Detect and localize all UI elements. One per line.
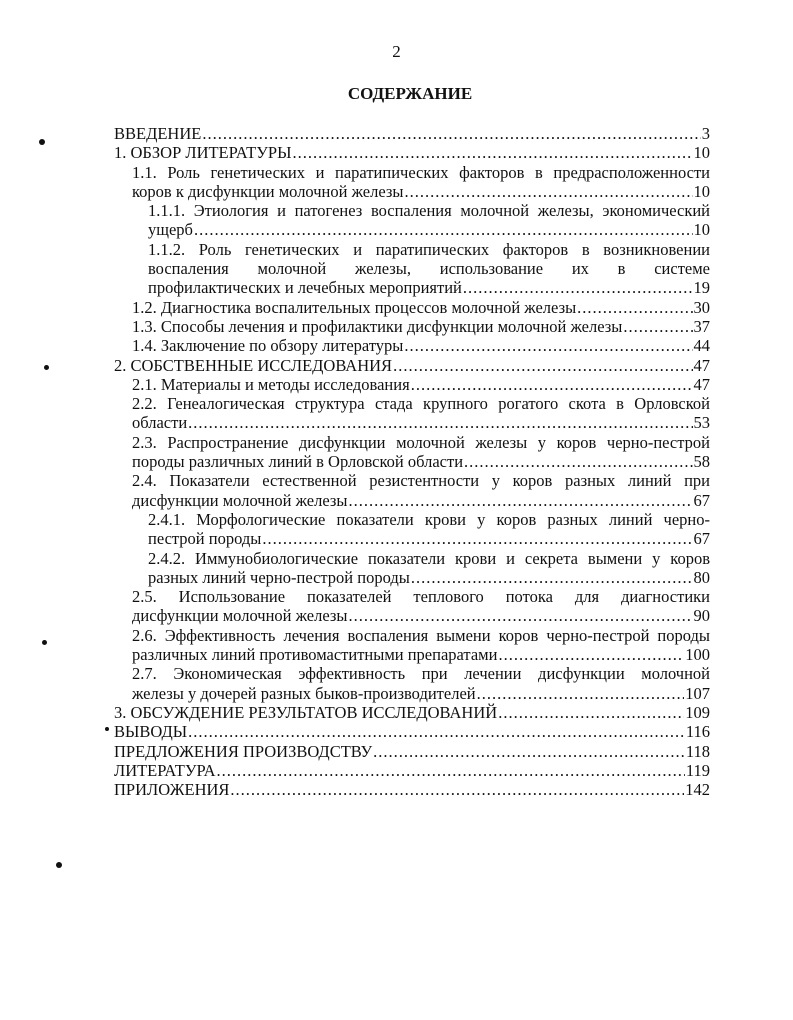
toc-entry [114,240,710,298]
toc-page-number: 116 [685,722,710,742]
toc-entry-text: 2.1. Материалы и методы исследования [132,374,410,394]
dot-leader [217,761,685,780]
dot-leader [477,684,685,703]
dot-leader [373,742,685,761]
toc-page-number: 37 [693,316,710,336]
toc-entry [114,375,710,394]
toc-entry [114,761,710,780]
toc-page-number: 3 [701,124,710,143]
toc-entry-text: 1.1.2. Роль генетических и паратипических факторов в возникновении [148,239,710,259]
toc-entry-text: 2.4.1. Морфологические показатели крови у коров разных линий черно- [148,509,710,529]
toc-entry [114,433,710,472]
toc-title: СОДЕРЖАНИЕ [347,84,473,103]
toc-entry-text: коров к дисфункции молочной железы [132,181,404,201]
toc-entry-text: 1.1. Роль генетических и паратипических факторов в предрасположенности [132,162,710,182]
toc-entry [114,298,710,317]
toc-page-number: 118 [685,741,710,761]
toc-entry [114,510,710,549]
toc-entry [114,356,710,375]
dot-leader [188,413,692,432]
toc-entry-text: 2. СОБСТВЕННЫЕ ИССЛЕДОВАНИЯ [114,355,393,375]
toc-entry-text: дисфункции молочной железы [132,606,348,626]
scan-speck [56,862,62,868]
toc-entry-text: ПРИЛОЖЕНИЯ [114,780,230,800]
scan-speck [42,640,47,645]
toc-entry [114,124,710,143]
dot-leader [411,568,693,587]
toc-page-number: 47 [693,355,710,375]
toc-entry [114,201,710,240]
toc-entry-text: ущерб [148,220,193,240]
toc-page-number: 100 [685,645,710,665]
toc-entry [114,336,710,355]
toc-entry-text: 1.3. Способы лечения и профилактики дисфункции молочной железы [132,316,623,336]
toc-page-number: 53 [693,413,710,433]
dot-leader [463,278,693,297]
toc-page-number: 90 [693,606,710,626]
toc-entry-text: 2.2. Генеалогическая структура стада крупного рогатого скота в Орловской [132,394,710,414]
toc-entry-text: ПРЕДЛОЖЕНИЯ ПРОИЗВОДСТВУ [114,741,373,761]
page-number: 2 [392,42,401,61]
toc-entry-text: 1. ОБЗОР ЛИТЕРАТУРЫ [114,143,292,163]
toc-entry-text: воспаления молочной железы, использование их в системе [148,259,710,279]
toc-page-number: 58 [693,452,710,472]
toc-entry [114,163,710,202]
toc-entry [114,471,710,510]
toc-entry-text: железы у дочерей разных быков-производителей [132,683,476,703]
toc-entry [114,626,710,665]
toc-page-number: 109 [685,702,710,722]
toc-entry-text: 1.1.1. Этиология и патогенез воспаления молочной железы, экономический [148,201,710,221]
toc-entry [114,143,710,162]
toc-page-number: 119 [685,760,710,780]
toc-page-number: 67 [693,490,710,510]
scan-speck [39,139,45,145]
toc-entry-text: 2.7. Экономическая эффективность при лечении дисфункции молочной [132,664,710,684]
toc-page-number: 19 [693,278,710,298]
dot-leader [623,317,692,336]
toc-page-number: 80 [693,567,710,587]
toc-page-number: 107 [685,683,710,703]
dot-leader [464,452,692,471]
dot-leader [393,356,692,375]
toc-page-number: 30 [693,297,710,317]
toc-entry-text: 1.2. Диагностика воспалительных процессов молочной железы [132,297,577,317]
dot-leader [411,375,693,394]
dot-leader [348,491,692,510]
toc-entry [114,703,710,722]
toc-entry-text: 3. ОБСУЖДЕНИЕ РЕЗУЛЬТАТОВ ИССЛЕДОВАНИЙ [114,702,498,722]
toc-entry [114,742,710,761]
toc-page-number: 67 [693,529,710,549]
toc-entry-text: 2.4. Показатели естественной резистентности у коров разных линий при [132,471,710,491]
toc-page-number: 44 [693,336,710,356]
toc-page-number: 47 [693,374,710,394]
dot-leader [293,143,693,162]
dot-leader [262,529,692,548]
toc-entry-text: 2.4.2. Иммунобиологические показатели крови и секрета вымени у коров [148,548,710,568]
toc-entry-text: породы различных линий в Орловской области [132,452,464,472]
toc-page-number: 10 [693,143,710,163]
toc-entry-text: 2.6. Эффективность лечения воспаления вымени коров черно-пестрой породы [132,625,710,645]
dot-leader [577,298,692,317]
toc-entry-text: 1.4. Заключение по обзору литературы [132,336,404,356]
toc-entry-text: профилактических и лечебных мероприятий [148,278,462,298]
dot-leader [498,645,684,664]
toc-entry-text: разных линий черно-пестрой породы [148,567,410,587]
dot-leader [348,606,692,625]
toc-entry-text: пестрой породы [148,529,262,549]
toc-entry-text: различных линий противомаститными препаратами [132,645,498,665]
toc-entry [114,722,710,741]
table-of-contents [114,124,710,799]
dot-leader [498,703,684,722]
toc-entry-text: ВЫВОДЫ [114,722,188,742]
toc-page-number: 10 [693,181,710,201]
toc-entry-text: ЛИТЕРАТУРА [114,760,216,780]
toc-page-number: 10 [693,220,710,240]
toc-page-number: 142 [685,780,710,800]
toc-entry [114,664,710,703]
dot-leader [194,220,693,239]
dot-leader [404,182,692,201]
toc-entry-text: 2.3. Распространение дисфункции молочной железы у коров черно-пестрой [132,432,710,452]
toc-entry-text: дисфункции молочной железы [132,490,348,510]
scan-speck [44,365,49,370]
toc-entry [114,317,710,336]
dot-leader [202,124,700,143]
toc-entry-text: 2.5. Использование показателей теплового потока для диагностики [132,587,710,607]
dot-leader [188,722,685,741]
dot-leader [230,780,684,799]
toc-entry [114,780,710,799]
toc-entry [114,587,710,626]
toc-entry-text: области [132,413,188,433]
scan-speck [105,727,109,731]
dot-leader [404,336,692,355]
toc-entry [114,394,710,433]
toc-entry [114,549,710,588]
toc-entry-text: ВВЕДЕНИЕ [114,124,202,143]
